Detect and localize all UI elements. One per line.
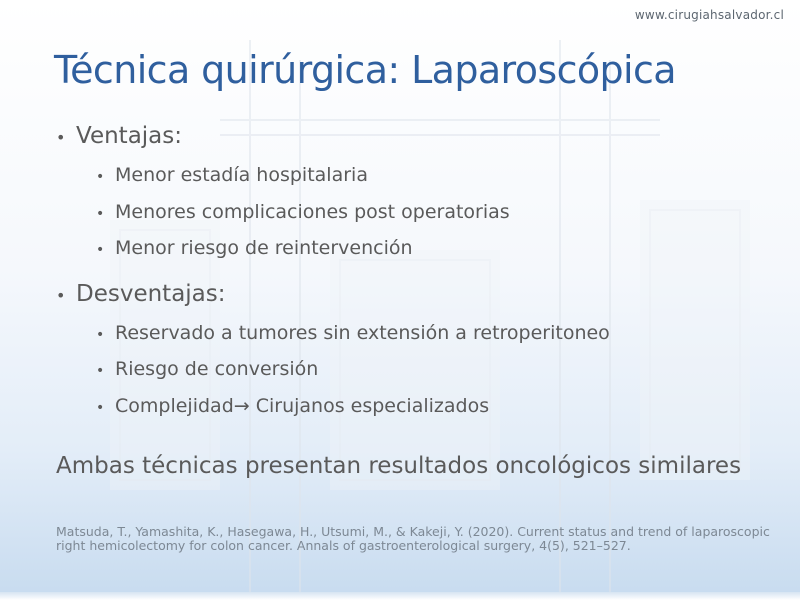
bullet-icon: • [96,326,105,343]
bullet-icon: • [96,169,105,185]
list-item [96,195,756,232]
section-heading-text: Desventajas: [76,280,226,307]
list-item [96,316,756,353]
list-item-text: Menor riesgo de reintervención [115,237,413,259]
section-ventajas [56,120,756,268]
list-item-text: Complejidad→ Cirujanos especializados [115,394,490,417]
slide-title: Técnica quirúrgica: Laparoscópica [54,48,676,92]
bullet-icon: • [96,242,105,258]
list-item [96,389,756,426]
site-url: www.cirugiahsalvador.cl [634,8,784,22]
bullet-icon: • [56,285,66,305]
section-heading [56,278,756,312]
list-item [96,231,756,268]
list-item [96,352,756,389]
bullet-icon: • [96,399,105,416]
bullet-list [56,158,756,268]
slide-content [56,120,756,435]
bullet-list [56,316,756,426]
section-heading [56,120,756,154]
conclusion-text: Ambas técnicas presentan resultados oncológicos similares [56,453,742,479]
list-item-text: Menores complicaciones post operatorias [115,200,510,223]
list-item [96,158,756,195]
bottom-band [0,592,800,600]
bullet-icon: • [56,128,66,147]
bullet-icon: • [96,205,105,222]
list-item-text: Menor estadía hospitalaria [115,164,368,186]
section-heading-text: Ventajas: [76,123,183,149]
list-item-text: Reservado a tumores sin extensión a retroperitoneo [115,321,610,344]
section-desventajas [56,278,756,426]
reference-citation: Matsuda, T., Yamashita, K., Hasegawa, H., Utsumi, M., & Kakeji, Y. (2020). Current status and trend of laparoscopic right hemicolectomy for colon cancer. Annals of gastroenterological surgery, 4(5), 521–527. [56,524,770,553]
list-item-text: Riesgo de conversión [115,358,319,380]
bullet-icon: • [96,363,105,379]
